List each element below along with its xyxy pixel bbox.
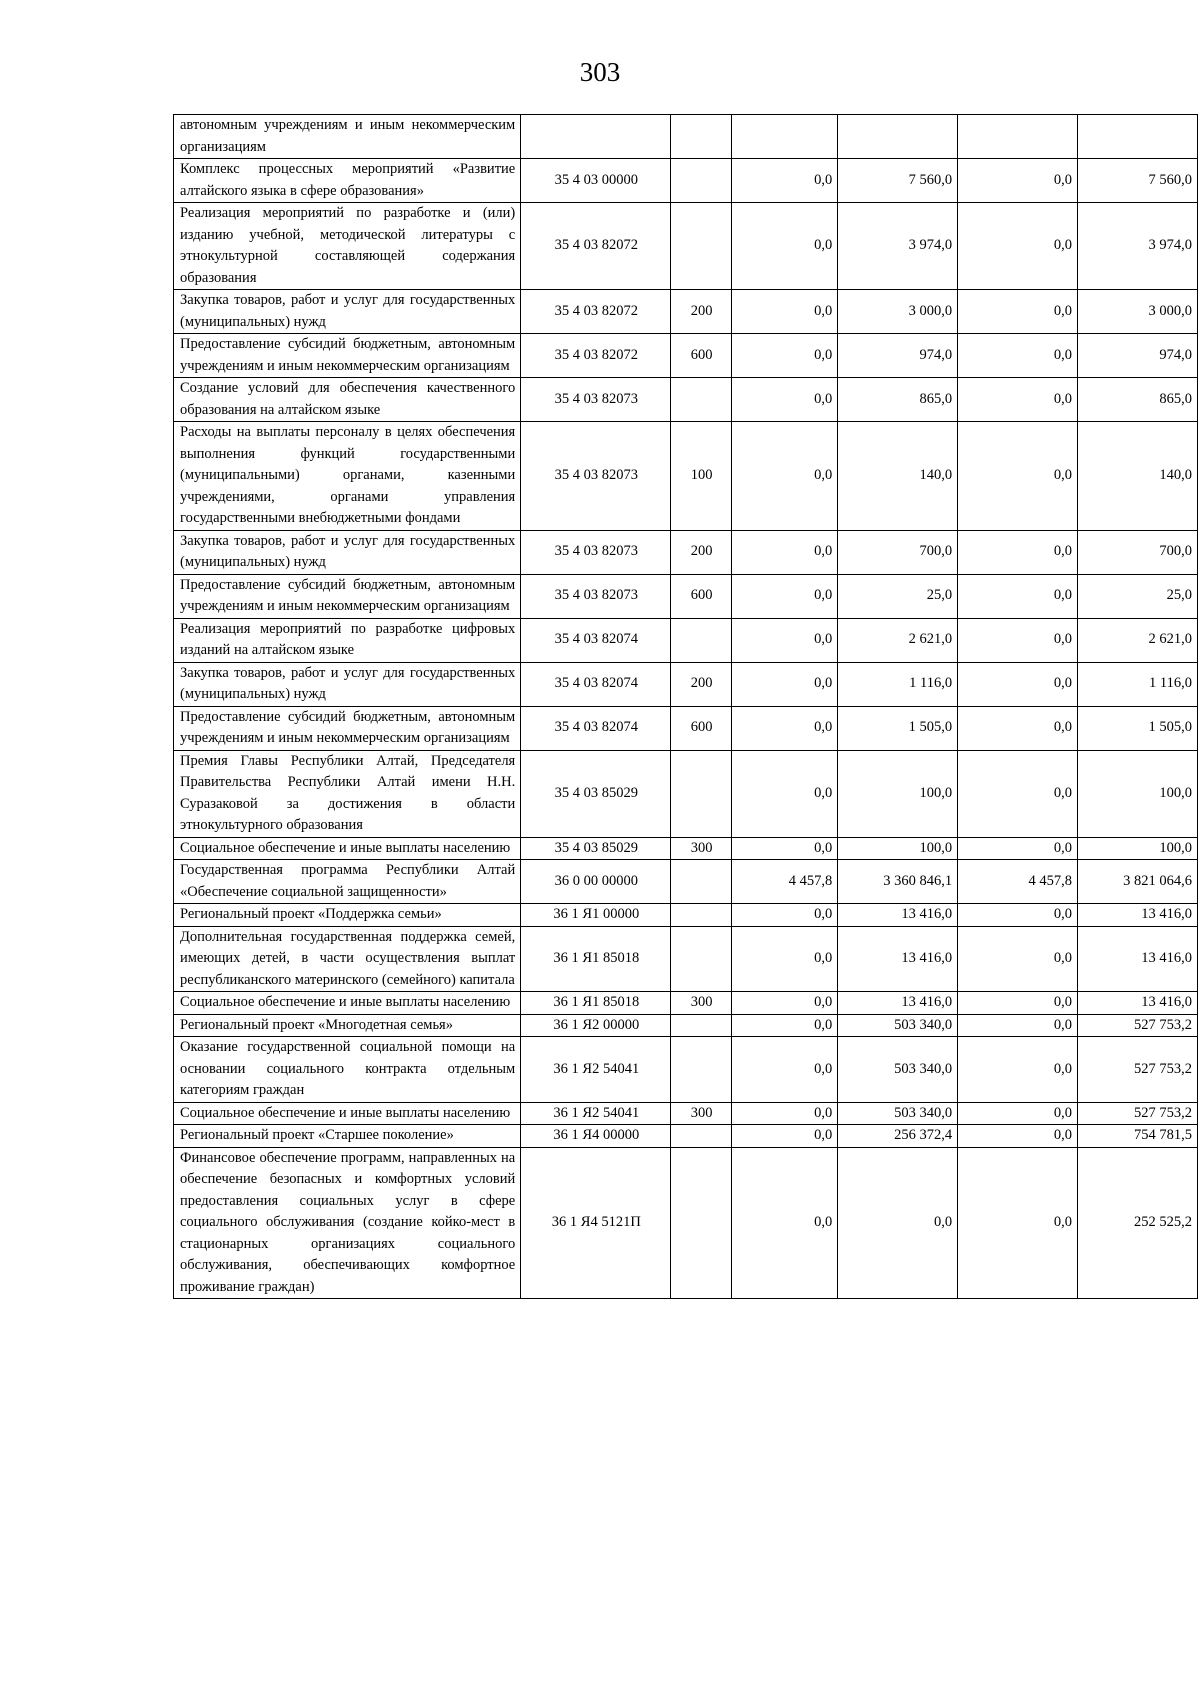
amount-cell-2: 7 560,0 bbox=[838, 159, 958, 203]
amount-cell-4: 527 753,2 bbox=[1078, 1102, 1198, 1125]
row-name-cell: Предоставление субсидий бюджетным, автономным учреждениям и иным некоммерческим организациям bbox=[174, 706, 521, 750]
amount-cell-1: 0,0 bbox=[731, 662, 837, 706]
target-code-cell: 35 4 03 85029 bbox=[521, 837, 671, 860]
row-name-cell: Социальное обеспечение и иные выплаты населению bbox=[174, 992, 521, 1015]
target-code-cell: 35 4 03 00000 bbox=[521, 159, 671, 203]
amount-cell-2: 25,0 bbox=[838, 574, 958, 618]
target-code-cell: 36 1 Я2 54041 bbox=[521, 1037, 671, 1103]
target-code-cell: 35 4 03 82074 bbox=[521, 662, 671, 706]
amount-cell-3: 0,0 bbox=[958, 706, 1078, 750]
amount-cell-3: 0,0 bbox=[958, 926, 1078, 992]
row-name-cell: Реализация мероприятий по разработке и (или) изданию учебной, методической литературы с этнокультурной составляющей содержания образования bbox=[174, 203, 521, 290]
table-row bbox=[174, 1014, 1198, 1037]
row-name-cell: Предоставление субсидий бюджетным, автономным учреждениям и иным некоммерческим организациям bbox=[174, 334, 521, 378]
amount-cell-4: 3 000,0 bbox=[1078, 290, 1198, 334]
row-name-cell: Закупка товаров, работ и услуг для государственных (муниципальных) нужд bbox=[174, 530, 521, 574]
amount-cell-2: 1 116,0 bbox=[838, 662, 958, 706]
expense-type-cell: 300 bbox=[671, 992, 731, 1015]
amount-cell-2: 1 505,0 bbox=[838, 706, 958, 750]
amount-cell-4: 2 621,0 bbox=[1078, 618, 1198, 662]
amount-cell-2: 13 416,0 bbox=[838, 926, 958, 992]
amount-cell-1: 0,0 bbox=[731, 904, 837, 927]
table-row bbox=[174, 992, 1198, 1015]
target-code-cell: 35 4 03 82074 bbox=[521, 618, 671, 662]
target-code-cell: 35 4 03 82073 bbox=[521, 378, 671, 422]
amount-cell-3 bbox=[958, 115, 1078, 159]
expense-type-cell bbox=[671, 115, 731, 159]
table-row bbox=[174, 115, 1198, 159]
amount-cell-3: 0,0 bbox=[958, 1037, 1078, 1103]
row-name-cell: Предоставление субсидий бюджетным, автономным учреждениям и иным некоммерческим организациям bbox=[174, 574, 521, 618]
row-name-cell: Социальное обеспечение и иные выплаты населению bbox=[174, 837, 521, 860]
expense-type-cell bbox=[671, 203, 731, 290]
budget-table bbox=[173, 114, 1198, 1299]
amount-cell-2: 13 416,0 bbox=[838, 904, 958, 927]
table-row bbox=[174, 860, 1198, 904]
amount-cell-1: 0,0 bbox=[731, 750, 837, 837]
amount-cell-2: 140,0 bbox=[838, 422, 958, 531]
amount-cell-2: 700,0 bbox=[838, 530, 958, 574]
expense-type-cell bbox=[671, 1037, 731, 1103]
table-row bbox=[174, 618, 1198, 662]
amount-cell-1: 0,0 bbox=[731, 926, 837, 992]
row-name-cell: Создание условий для обеспечения качественного образования на алтайском языке bbox=[174, 378, 521, 422]
amount-cell-3: 0,0 bbox=[958, 290, 1078, 334]
row-name-cell: автономным учреждениям и иным некоммерческим организациям bbox=[174, 115, 521, 159]
amount-cell-1: 0,0 bbox=[731, 1102, 837, 1125]
amount-cell-3: 0,0 bbox=[958, 1102, 1078, 1125]
table-row bbox=[174, 837, 1198, 860]
target-code-cell: 36 1 Я2 54041 bbox=[521, 1102, 671, 1125]
amount-cell-1: 0,0 bbox=[731, 334, 837, 378]
amount-cell-2: 3 974,0 bbox=[838, 203, 958, 290]
amount-cell-4: 700,0 bbox=[1078, 530, 1198, 574]
amount-cell-4: 7 560,0 bbox=[1078, 159, 1198, 203]
row-name-cell: Региональный проект «Старшее поколение» bbox=[174, 1125, 521, 1148]
amount-cell-4: 25,0 bbox=[1078, 574, 1198, 618]
amount-cell-4: 100,0 bbox=[1078, 750, 1198, 837]
table-row bbox=[174, 1125, 1198, 1148]
amount-cell-2: 3 000,0 bbox=[838, 290, 958, 334]
table-row bbox=[174, 750, 1198, 837]
amount-cell-1: 0,0 bbox=[731, 574, 837, 618]
target-code-cell: 35 4 03 82074 bbox=[521, 706, 671, 750]
target-code-cell: 36 1 Я1 85018 bbox=[521, 926, 671, 992]
row-name-cell: Оказание государственной социальной помощи на основании социального контракта отдельным категориям граждан bbox=[174, 1037, 521, 1103]
amount-cell-3: 0,0 bbox=[958, 1014, 1078, 1037]
amount-cell-3: 0,0 bbox=[958, 904, 1078, 927]
table-row bbox=[174, 662, 1198, 706]
row-name-cell: Реализация мероприятий по разработке цифровых изданий на алтайском языке bbox=[174, 618, 521, 662]
target-code-cell: 36 1 Я2 00000 bbox=[521, 1014, 671, 1037]
table-row bbox=[174, 290, 1198, 334]
amount-cell-2: 0,0 bbox=[838, 1147, 958, 1299]
table-row bbox=[174, 926, 1198, 992]
table-row bbox=[174, 706, 1198, 750]
table-row bbox=[174, 203, 1198, 290]
expense-type-cell: 200 bbox=[671, 662, 731, 706]
amount-cell-2: 3 360 846,1 bbox=[838, 860, 958, 904]
target-code-cell: 35 4 03 85029 bbox=[521, 750, 671, 837]
target-code-cell: 35 4 03 82073 bbox=[521, 422, 671, 531]
expense-type-cell bbox=[671, 1014, 731, 1037]
amount-cell-4: 527 753,2 bbox=[1078, 1037, 1198, 1103]
target-code-cell: 36 1 Я1 85018 bbox=[521, 992, 671, 1015]
target-code-cell: 35 4 03 82072 bbox=[521, 203, 671, 290]
amount-cell-3: 0,0 bbox=[958, 1125, 1078, 1148]
table-row bbox=[174, 530, 1198, 574]
amount-cell-1: 0,0 bbox=[731, 422, 837, 531]
target-code-cell: 36 1 Я4 5121П bbox=[521, 1147, 671, 1299]
amount-cell-4: 13 416,0 bbox=[1078, 904, 1198, 927]
row-name-cell: Региональный проект «Поддержка семьи» bbox=[174, 904, 521, 927]
amount-cell-3: 0,0 bbox=[958, 159, 1078, 203]
table-row bbox=[174, 1147, 1198, 1299]
amount-cell-1: 0,0 bbox=[731, 378, 837, 422]
expense-type-cell: 200 bbox=[671, 530, 731, 574]
amount-cell-1: 0,0 bbox=[731, 1125, 837, 1148]
amount-cell-3: 0,0 bbox=[958, 574, 1078, 618]
amount-cell-3: 0,0 bbox=[958, 837, 1078, 860]
expense-type-cell: 300 bbox=[671, 837, 731, 860]
target-code-cell: 35 4 03 82073 bbox=[521, 574, 671, 618]
row-name-cell: Финансовое обеспечение программ, направленных на обеспечение безопасных и комфортных условий предоставления социальных услуг в сфере социального обслуживания (создание койко-мест в стационарных организациях социального обслуживания, обеспечивающих комфортное проживание граждан) bbox=[174, 1147, 521, 1299]
expense-type-cell: 100 bbox=[671, 422, 731, 531]
amount-cell-1: 0,0 bbox=[731, 706, 837, 750]
row-name-cell: Закупка товаров, работ и услуг для государственных (муниципальных) нужд bbox=[174, 662, 521, 706]
amount-cell-1: 0,0 bbox=[731, 530, 837, 574]
amount-cell-2: 100,0 bbox=[838, 750, 958, 837]
row-name-cell: Дополнительная государственная поддержка семей, имеющих детей, в части осуществления выплат республиканского материнского (семейного) капитала bbox=[174, 926, 521, 992]
amount-cell-4: 754 781,5 bbox=[1078, 1125, 1198, 1148]
amount-cell-2: 100,0 bbox=[838, 837, 958, 860]
amount-cell-1: 0,0 bbox=[731, 1037, 837, 1103]
table-body bbox=[174, 115, 1198, 1299]
target-code-cell: 35 4 03 82073 bbox=[521, 530, 671, 574]
amount-cell-1: 0,0 bbox=[731, 203, 837, 290]
amount-cell-1: 0,0 bbox=[731, 992, 837, 1015]
table-row bbox=[174, 159, 1198, 203]
expense-type-cell: 600 bbox=[671, 334, 731, 378]
amount-cell-4: 527 753,2 bbox=[1078, 1014, 1198, 1037]
row-name-cell: Расходы на выплаты персоналу в целях обеспечения выполнения функций государственными (муниципальными) органами, казенными учреждениями, органами управления государственными внебюджетными фондами bbox=[174, 422, 521, 531]
table-row bbox=[174, 422, 1198, 531]
amount-cell-3: 0,0 bbox=[958, 750, 1078, 837]
row-name-cell: Социальное обеспечение и иные выплаты населению bbox=[174, 1102, 521, 1125]
expense-type-cell bbox=[671, 926, 731, 992]
amount-cell-4 bbox=[1078, 115, 1198, 159]
amount-cell-3: 0,0 bbox=[958, 378, 1078, 422]
amount-cell-3: 0,0 bbox=[958, 618, 1078, 662]
expense-type-cell: 300 bbox=[671, 1102, 731, 1125]
amount-cell-4: 140,0 bbox=[1078, 422, 1198, 531]
amount-cell-3: 4 457,8 bbox=[958, 860, 1078, 904]
table-row bbox=[174, 1102, 1198, 1125]
row-name-cell: Премия Главы Республики Алтай, Председателя Правительства Республики Алтай имени Н.Н. Суразаковой за достижения в области этнокультурного образования bbox=[174, 750, 521, 837]
amount-cell-4: 100,0 bbox=[1078, 837, 1198, 860]
amount-cell-3: 0,0 bbox=[958, 992, 1078, 1015]
amount-cell-3: 0,0 bbox=[958, 422, 1078, 531]
row-name-cell: Комплекс процессных мероприятий «Развитие алтайского языка в сфере образования» bbox=[174, 159, 521, 203]
amount-cell-4: 1 116,0 bbox=[1078, 662, 1198, 706]
amount-cell-4: 13 416,0 bbox=[1078, 992, 1198, 1015]
amount-cell-2: 865,0 bbox=[838, 378, 958, 422]
amount-cell-2: 13 416,0 bbox=[838, 992, 958, 1015]
amount-cell-2: 503 340,0 bbox=[838, 1014, 958, 1037]
amount-cell-1: 4 457,8 bbox=[731, 860, 837, 904]
amount-cell-1: 0,0 bbox=[731, 1014, 837, 1037]
amount-cell-2: 2 621,0 bbox=[838, 618, 958, 662]
expense-type-cell bbox=[671, 1147, 731, 1299]
amount-cell-2: 974,0 bbox=[838, 334, 958, 378]
expense-type-cell bbox=[671, 378, 731, 422]
expense-type-cell bbox=[671, 860, 731, 904]
target-code-cell bbox=[521, 115, 671, 159]
amount-cell-4: 3 974,0 bbox=[1078, 203, 1198, 290]
table-row bbox=[174, 1037, 1198, 1103]
amount-cell-3: 0,0 bbox=[958, 203, 1078, 290]
amount-cell-4: 3 821 064,6 bbox=[1078, 860, 1198, 904]
amount-cell-3: 0,0 bbox=[958, 1147, 1078, 1299]
expense-type-cell bbox=[671, 618, 731, 662]
amount-cell-3: 0,0 bbox=[958, 662, 1078, 706]
target-code-cell: 36 1 Я4 00000 bbox=[521, 1125, 671, 1148]
amount-cell-3: 0,0 bbox=[958, 530, 1078, 574]
amount-cell-4: 1 505,0 bbox=[1078, 706, 1198, 750]
amount-cell-2: 503 340,0 bbox=[838, 1102, 958, 1125]
table-row bbox=[174, 574, 1198, 618]
amount-cell-1: 0,0 bbox=[731, 618, 837, 662]
expense-type-cell bbox=[671, 750, 731, 837]
target-code-cell: 35 4 03 82072 bbox=[521, 334, 671, 378]
amount-cell-1: 0,0 bbox=[731, 159, 837, 203]
expense-type-cell: 600 bbox=[671, 706, 731, 750]
row-name-cell: Государственная программа Республики Алтай «Обеспечение социальной защищенности» bbox=[174, 860, 521, 904]
target-code-cell: 35 4 03 82072 bbox=[521, 290, 671, 334]
amount-cell-4: 13 416,0 bbox=[1078, 926, 1198, 992]
amount-cell-4: 865,0 bbox=[1078, 378, 1198, 422]
expense-type-cell: 200 bbox=[671, 290, 731, 334]
row-name-cell: Закупка товаров, работ и услуг для государственных (муниципальных) нужд bbox=[174, 290, 521, 334]
amount-cell-1: 0,0 bbox=[731, 290, 837, 334]
expense-type-cell bbox=[671, 1125, 731, 1148]
expense-type-cell: 600 bbox=[671, 574, 731, 618]
amount-cell-2 bbox=[838, 115, 958, 159]
target-code-cell: 36 1 Я1 00000 bbox=[521, 904, 671, 927]
amount-cell-4: 974,0 bbox=[1078, 334, 1198, 378]
table-row bbox=[174, 904, 1198, 927]
amount-cell-1: 0,0 bbox=[731, 1147, 837, 1299]
amount-cell-2: 503 340,0 bbox=[838, 1037, 958, 1103]
table-row bbox=[174, 378, 1198, 422]
expense-type-cell bbox=[671, 159, 731, 203]
amount-cell-4: 252 525,2 bbox=[1078, 1147, 1198, 1299]
amount-cell-1: 0,0 bbox=[731, 837, 837, 860]
amount-cell-3: 0,0 bbox=[958, 334, 1078, 378]
amount-cell-1 bbox=[731, 115, 837, 159]
row-name-cell: Региональный проект «Многодетная семья» bbox=[174, 1014, 521, 1037]
amount-cell-2: 256 372,4 bbox=[838, 1125, 958, 1148]
target-code-cell: 36 0 00 00000 bbox=[521, 860, 671, 904]
page-number: 303 bbox=[579, 57, 621, 87]
expense-type-cell bbox=[671, 904, 731, 927]
table-row bbox=[174, 334, 1198, 378]
